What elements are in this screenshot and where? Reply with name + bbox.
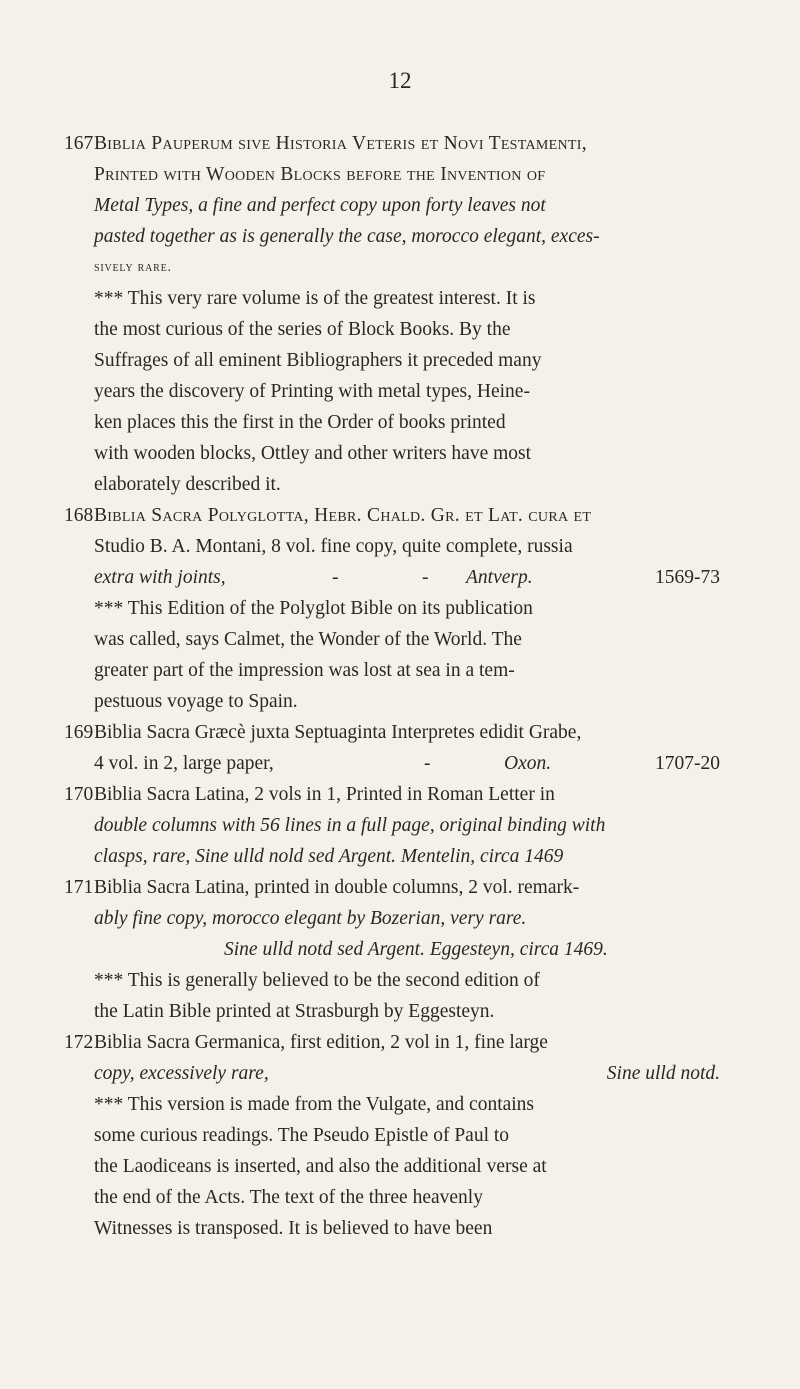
entry-number: 168: [64, 505, 94, 526]
entry-date: 1569-73: [655, 567, 720, 588]
entry-line: [74, 748, 724, 779]
entry-169: [64, 717, 724, 779]
entry-line: Sine ulld notd sed Argent. Eggesteyn, circa 1469.: [224, 939, 608, 960]
entry-line: [64, 1027, 724, 1058]
dash: -: [424, 753, 431, 774]
entry-title: Biblia Sacra Polyglotta, Hebr. Chald. Gr. et Lat. cura et: [94, 505, 592, 526]
entry-line: pasted together as is generally the case, morocco elegant, exces-: [94, 226, 600, 247]
dash: -: [422, 567, 429, 588]
entry-line: [64, 779, 724, 810]
entry-title: Biblia Pauperum sive Historia Veteris et Novi Testamenti,: [94, 133, 587, 154]
entry-number: 171: [64, 877, 94, 898]
note-line: with wooden blocks, Ottley and other writers have most: [94, 443, 532, 464]
entry-title: Biblia Sacra Latina, printed in double columns, 2 vol. remark-: [94, 877, 580, 898]
entry-line: ably fine copy, morocco elegant by Bozerian, very rare.: [94, 908, 527, 929]
entry-place: Oxon.: [504, 753, 552, 774]
entry-place: Sine ulld notd.: [606, 1063, 720, 1084]
entry-number: 167: [64, 133, 94, 154]
entry-title: Biblia Sacra Germanica, first edition, 2 vol in 1, fine large: [94, 1032, 548, 1053]
entry-167: [64, 128, 724, 500]
note-line: *** This is generally believed to be the second edition of: [94, 970, 540, 991]
note-line: pestuous voyage to Spain.: [94, 691, 298, 712]
note-line: *** This version is made from the Vulgate, and contains: [94, 1094, 535, 1115]
entry-title: Biblia Sacra Græcè juxta Septuaginta Interpretes edidit Grabe,: [94, 722, 582, 743]
entry-170: [64, 779, 724, 872]
entry-line: sively rare.: [94, 260, 172, 275]
entry-line: Printed with Wooden Blocks before the Invention of: [94, 164, 546, 185]
entry-number: 172: [64, 1032, 94, 1053]
entry-line: Studio B. A. Montani, 8 vol. fine copy, quite complete, russia: [94, 536, 573, 557]
entry-number: 170: [64, 784, 94, 805]
note-line: greater part of the impression was lost at sea in a tem-: [94, 660, 515, 681]
dash: -: [332, 567, 339, 588]
entry-format: copy, excessively rare,: [94, 1063, 269, 1084]
entry-line: [74, 562, 724, 593]
entry-168: [64, 500, 724, 717]
note-line: years the discovery of Printing with metal types, Heine-: [94, 381, 530, 402]
note-line: Suffrages of all eminent Bibliographers it preceded many: [94, 350, 542, 371]
note-line: *** This Edition of the Polyglot Bible on its publication: [94, 598, 533, 619]
entry-date: 1707-20: [655, 753, 720, 774]
entry-format: 4 vol. in 2, large paper,: [94, 753, 274, 774]
note-line: some curious readings. The Pseudo Epistle of Paul to: [94, 1125, 510, 1146]
note-line: the end of the Acts. The text of the three heavenly: [94, 1187, 483, 1208]
entry-171: [64, 872, 724, 1027]
page-number: 12: [388, 68, 412, 93]
entry-line: clasps, rare, Sine ulld nold sed Argent. Mentelin, circa 1469: [94, 846, 564, 867]
entry-line: double columns with 56 lines in a full page, original binding with: [94, 815, 606, 836]
note-line: the Laodiceans is inserted, and also the additional verse at: [94, 1156, 547, 1177]
entry-number: 169: [64, 722, 94, 743]
entry-place: Antverp.: [466, 567, 533, 588]
entry-title: Biblia Sacra Latina, 2 vols in 1, Printed in Roman Letter in: [94, 784, 555, 805]
entry-line: [64, 500, 724, 531]
entry-172: [64, 1027, 724, 1244]
note-line: the most curious of the series of Block Books. By the: [94, 319, 511, 340]
entry-binding: extra with joints,: [94, 567, 226, 588]
note-line: ken places this the first in the Order of books printed: [94, 412, 506, 433]
note-line: *** This very rare volume is of the greatest interest. It is: [94, 288, 536, 309]
note-line: was called, says Calmet, the Wonder of the World. The: [94, 629, 522, 650]
entry-line: Metal Types, a fine and perfect copy upon forty leaves not: [94, 195, 546, 216]
entry-line: [74, 1058, 724, 1089]
catalogue-list: [64, 128, 724, 1244]
entry-line: [64, 717, 724, 748]
entry-line: [64, 872, 724, 903]
note-line: Witnesses is transposed. It is believed to have been: [94, 1218, 493, 1239]
note-line: elaborately described it.: [94, 474, 281, 495]
note-line: the Latin Bible printed at Strasburgh by Eggesteyn.: [94, 1001, 495, 1022]
entry-line: [64, 128, 724, 159]
